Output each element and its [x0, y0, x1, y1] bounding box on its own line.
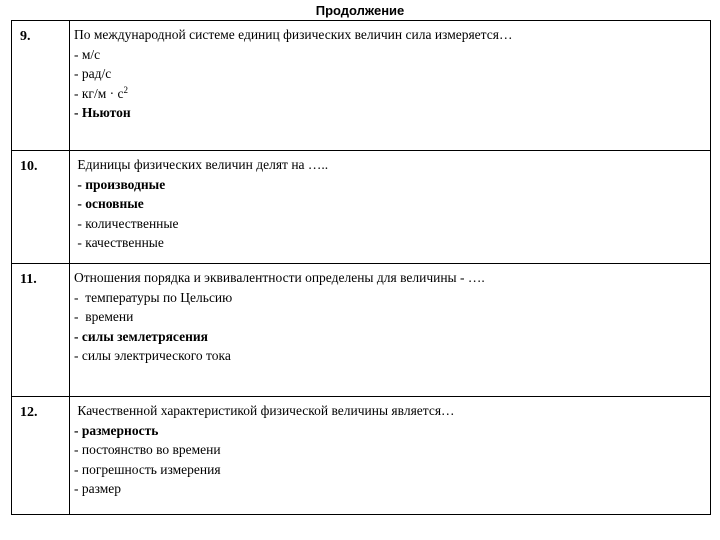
answer-option-correct: - производные — [74, 176, 166, 192]
answer-option-text: - кг/м · с — [74, 85, 124, 101]
question-content — [70, 151, 711, 264]
question-content — [70, 21, 711, 151]
answer-option: - качественные — [74, 235, 164, 250]
exponent: 2 — [123, 84, 128, 95]
answer-option: - количественные — [74, 215, 179, 231]
answer-option: - м/с — [74, 46, 101, 62]
table-row — [12, 264, 711, 397]
answer-option: - погрешность измерения — [74, 461, 221, 477]
answer-option-correct: - Ньютон — [74, 105, 131, 120]
table-row — [12, 21, 711, 151]
page-title: Продолжение — [315, 3, 405, 18]
table-row — [12, 397, 711, 515]
question-text: Единицы физических величин делят на ….. — [74, 157, 329, 172]
answer-option-correct: - основные — [74, 196, 144, 211]
question-number: 10. — [12, 151, 70, 264]
question-text: Отношения порядка и эквивалентности определены для величины - …. — [74, 270, 485, 285]
question-number: 12. — [12, 397, 70, 515]
question-number: 11. — [12, 264, 70, 397]
answer-option: - рад/с — [74, 66, 112, 81]
answer-option: - силы электрического тока — [74, 348, 231, 363]
questions-table — [11, 20, 711, 515]
answer-option: - температуры по Цельсию — [74, 289, 233, 305]
answer-option: - времени — [74, 309, 134, 324]
answer-option — [74, 84, 710, 104]
question-number: 9. — [12, 21, 70, 151]
table-row — [12, 151, 711, 264]
question-text: По международной системе единиц физических величин сила измеряется… — [74, 27, 513, 42]
answer-option: - размер — [74, 481, 122, 496]
answer-option: - постоянство во времени — [74, 442, 221, 457]
question-text: Качественной характеристикой физической величины является… — [74, 403, 455, 418]
answer-option-correct: - силы землетрясения — [74, 328, 208, 344]
answer-option-correct: - размерность — [74, 422, 159, 438]
question-content — [70, 397, 711, 515]
question-content — [70, 264, 711, 397]
